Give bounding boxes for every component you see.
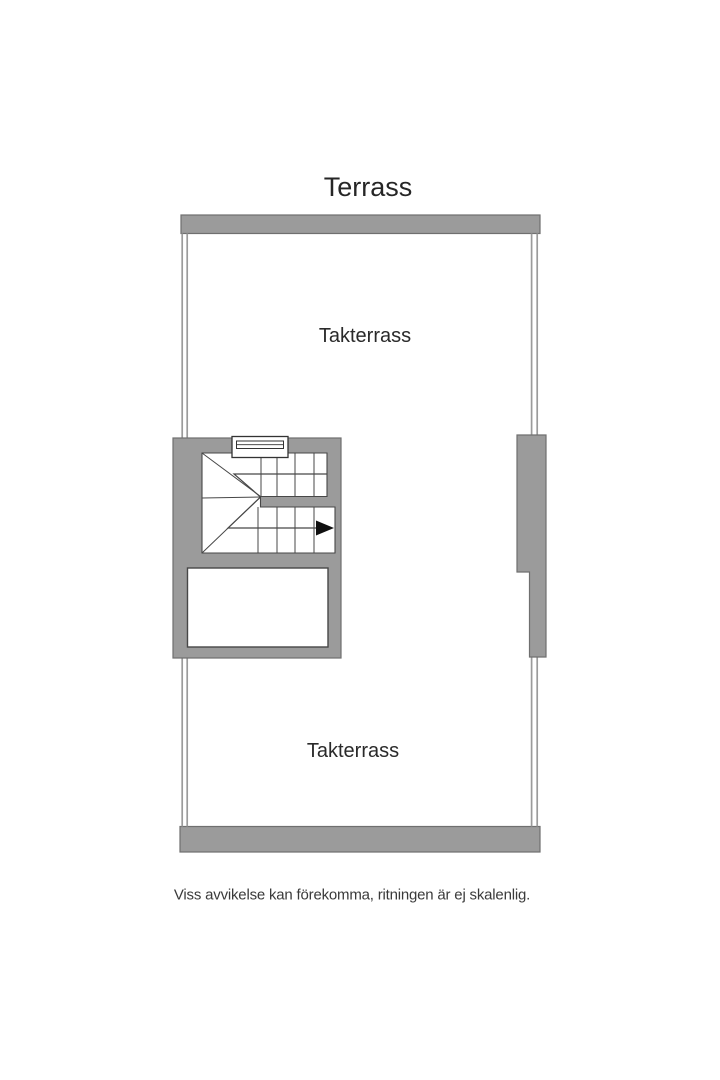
top-wall	[181, 215, 540, 234]
room-label-upper: Takterrass	[318, 325, 412, 347]
right-railing-upper	[532, 234, 538, 436]
window-symbol	[232, 437, 288, 458]
right-railing-lower	[532, 657, 538, 827]
bottom-wall	[180, 827, 540, 853]
left-railing-upper	[182, 234, 187, 439]
left-railing-lower	[182, 658, 187, 827]
disclaimer-text: Viss avvikelse kan förekomma, ritningen är ej skalenlig.	[173, 886, 531, 904]
page-title: Terrass	[323, 172, 413, 202]
chimney-wall	[517, 435, 546, 657]
stair-shaft-room	[188, 568, 329, 647]
room-label-lower: Takterrass	[306, 740, 400, 762]
staircase	[173, 437, 341, 659]
